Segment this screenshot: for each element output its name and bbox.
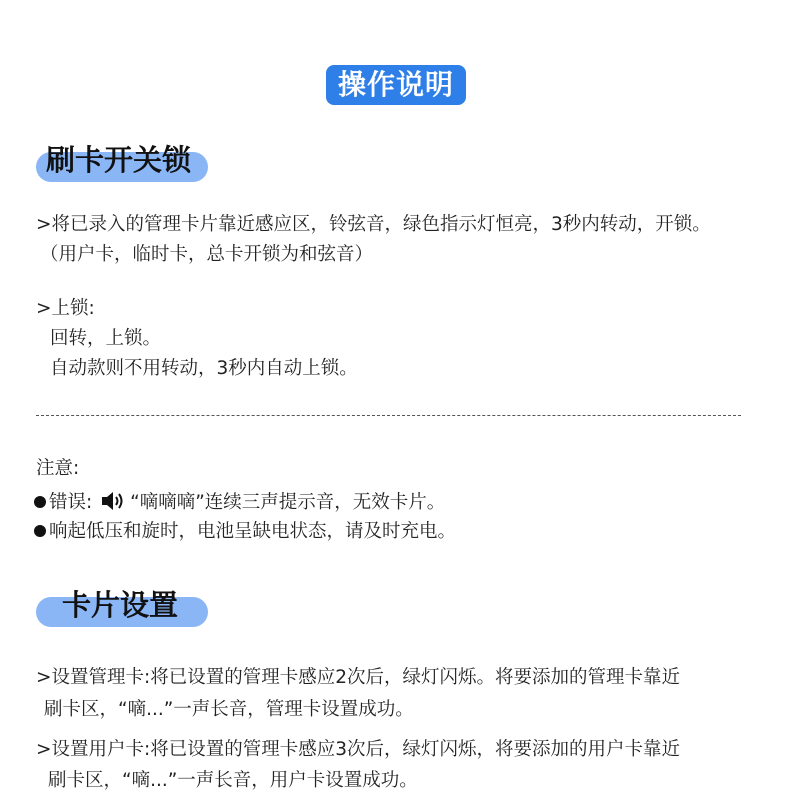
note-error-item — [34, 490, 445, 520]
page-title-badge: 操作说明 — [326, 65, 466, 105]
unlock-instruction-line-2: （用户卡，临时卡，总卡开锁为和弦音） — [40, 244, 374, 265]
lock-label: >上锁: — [36, 298, 95, 319]
admin-card-line-1: >设置管理卡:将已设置的管理卡感应2次后，绿灯闪烁。将要添加的管理卡靠近 — [36, 667, 681, 688]
user-card-line-2: 刷卡区，“嘀...”一声长音，用户卡设置成功。 — [48, 770, 418, 791]
speaker-icon — [100, 490, 128, 520]
note-battery-item — [34, 519, 456, 545]
section-title: 刷卡开关锁 — [46, 143, 192, 177]
section-heading-card-unlock — [36, 142, 208, 186]
error-text: “嘀嘀嘀”连续三声提示音，无效卡片。 — [130, 492, 446, 513]
section-heading-card-settings — [36, 587, 208, 631]
bullet-icon — [34, 496, 46, 508]
dashed-divider — [36, 415, 741, 416]
user-card-line-1: >设置用户卡:将已设置的管理卡感应3次后，绿灯闪烁，将要添加的用户卡靠近 — [36, 739, 681, 760]
notes-label: 注意: — [36, 458, 80, 479]
lock-instruction-line-1: 回转，上锁。 — [50, 328, 162, 349]
admin-card-line-2: 刷卡区，“嘀...”一声长音，管理卡设置成功。 — [44, 699, 414, 720]
bullet-icon — [34, 525, 46, 537]
section-title: 卡片设置 — [62, 588, 179, 622]
lock-instruction-line-2: 自动款则不用转动，3秒内自动上锁。 — [50, 358, 358, 379]
error-prefix: 错误: — [49, 492, 99, 513]
battery-text: 响起低压和旋时，电池呈缺电状态，请及时充电。 — [49, 521, 457, 542]
unlock-instruction-line-1: >将已录入的管理卡片靠近感应区，铃弦音，绿色指示灯恒亮，3秒内转动，开锁。 — [36, 214, 711, 235]
